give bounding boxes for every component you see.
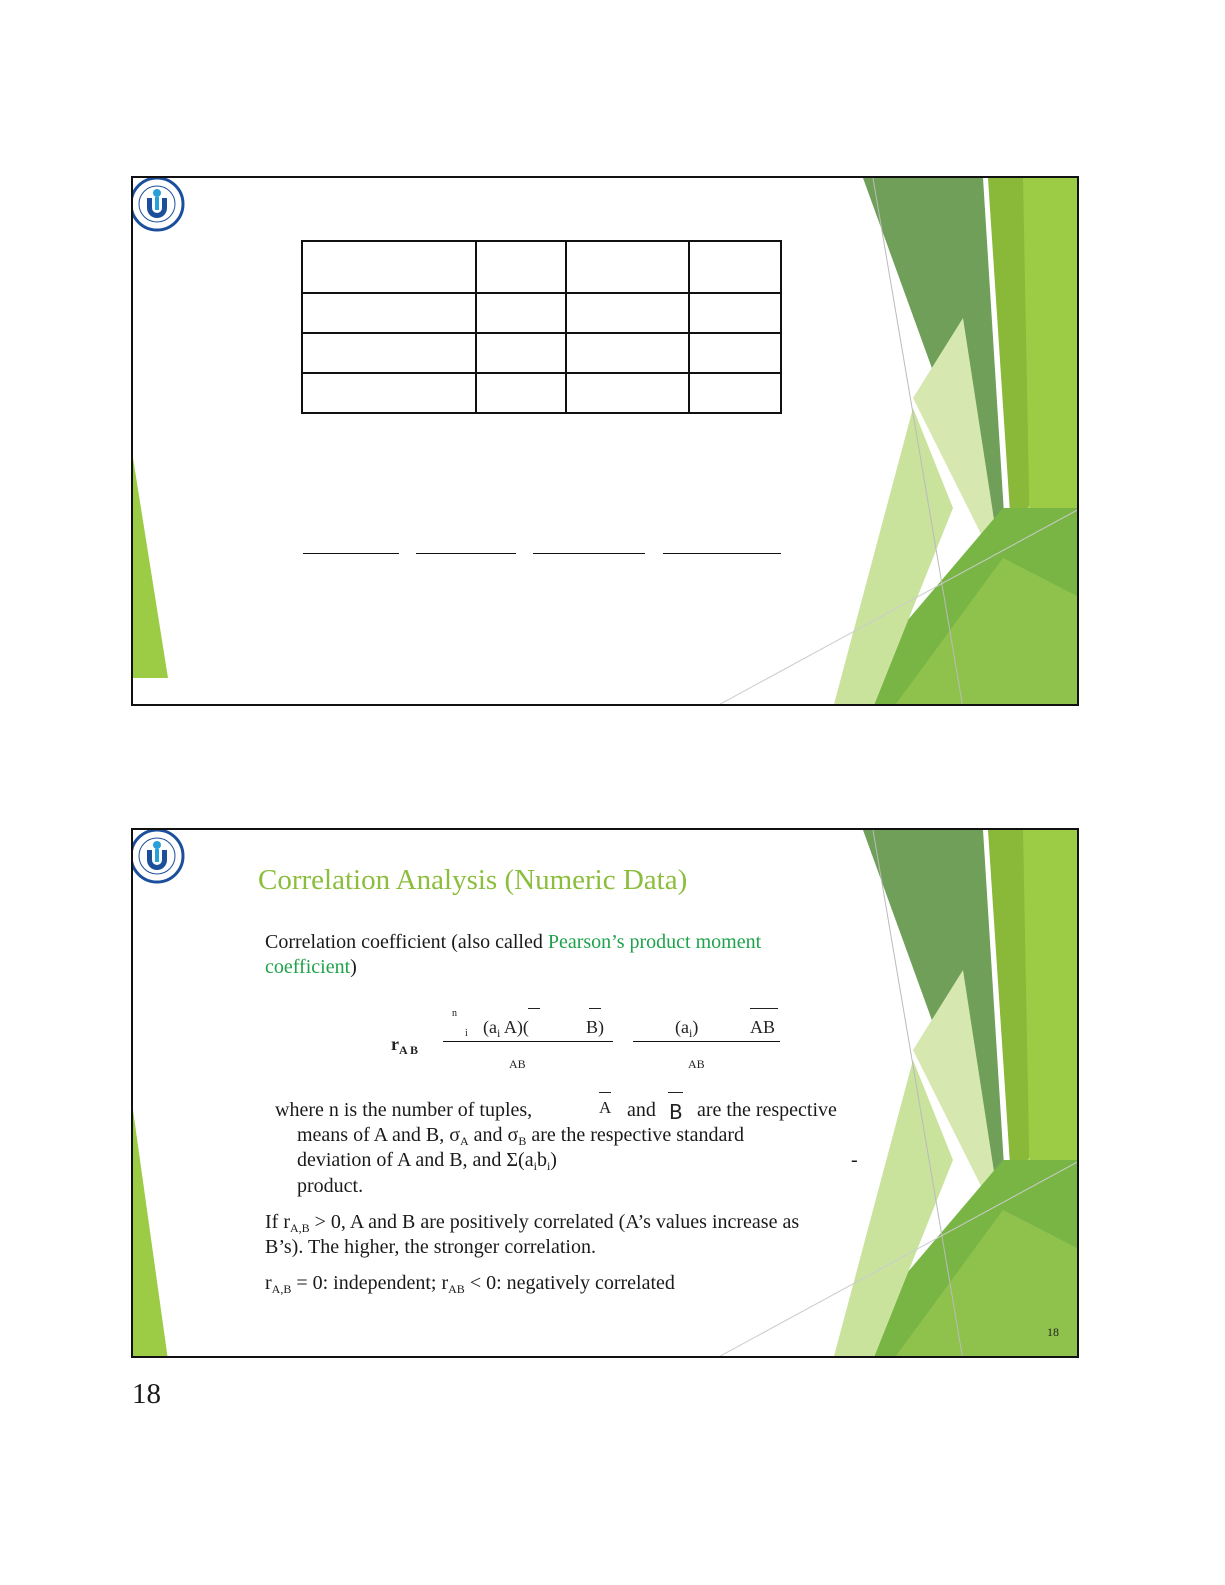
slide-number: 18 (1047, 1325, 1059, 1339)
overline-A (528, 1008, 540, 1009)
slide-2: Correlation Analysis (Numeric Data) Correlation coefficient (also called Pearson’s product moment coefficient) $r_{A B}$ n i ($a_i$ A)( B) AB $(a_i)$ AB AB where n is the number of tuples, A and B are the respective means of A and B, $\sigma_A$ and $\sigma_B$ are the respective standard deviation of A and B, and $\Sigma(a_ib_i)$ - product. If $r_{A,B} > 0$, A and B are positively correlated (A’s values increase as B’s). The higher, the stronger correlation. $r_{A,B} = 0$: independent; $r_{AB} < 0$: negatively correlated 18 (131, 828, 1079, 1358)
where-line-4: product. (297, 1175, 364, 1197)
fraction-line (663, 553, 781, 554)
university-logo (131, 828, 185, 884)
bullet-1-text: Correlation coefficient (also called (265, 931, 548, 953)
where-line-2: means of A and B, $\sigma_A$ and $\sigma_B$ are the respective standard (297, 1124, 745, 1148)
fraction-line (416, 553, 516, 554)
where-line-3: deviation of A and B, and $\Sigma(a_ib_i)$ (297, 1149, 557, 1173)
fraction-line-1 (443, 1041, 613, 1042)
overline-mean-B (668, 1092, 683, 1093)
stray-dash: - (851, 1149, 858, 1171)
overline-AB (750, 1008, 778, 1009)
where-and: and (627, 1099, 656, 1121)
fraction-line (533, 553, 645, 554)
numerator-1b: A)( (500, 1017, 529, 1037)
paren: ) (350, 956, 357, 978)
numerator-2c: AB (750, 1017, 776, 1037)
sum-lower: i (465, 1028, 468, 1039)
bullet-1-line-2 (265, 955, 357, 981)
formula-r: r (391, 1034, 399, 1054)
bullet-3: $r_{A,B} = 0$: independent; $r_{AB} < 0$: negatively correlated (265, 1272, 675, 1296)
university-logo (131, 176, 185, 232)
mean-A: A (599, 1098, 612, 1117)
fraction-line (303, 553, 399, 554)
numerator-1-sub: i (496, 1026, 501, 1040)
slide-1 (131, 176, 1079, 706)
page-number: 18 (132, 1378, 161, 1410)
numerator-1c: B) (586, 1017, 604, 1037)
coefficient-term: coefficient (265, 956, 351, 978)
formula-r-sub: A B (399, 1043, 419, 1057)
bullet-2-line-2: B’s). The higher, the stronger correlation. (265, 1236, 596, 1258)
empty-table (301, 240, 782, 414)
bullet-2-line-1: If $r_{A,B} > 0$, A and B are positively correlated (A’s values increase as (265, 1211, 800, 1235)
where-line-1: where n is the number of tuples, (275, 1099, 533, 1121)
overline-B (589, 1008, 601, 1009)
mean-B: B (669, 1100, 683, 1124)
numerator-1: (a (483, 1017, 497, 1037)
slide-title: Correlation Analysis (Numeric Data) (258, 864, 688, 896)
fraction-line-2 (633, 1041, 780, 1042)
overline-mean-A (599, 1092, 611, 1093)
sum-upper: n (452, 1008, 457, 1019)
where-line-1-end: are the respective (697, 1099, 837, 1121)
pearson-term: Pearson’s product moment (547, 931, 762, 953)
bullet-1-line-1 (265, 930, 761, 956)
